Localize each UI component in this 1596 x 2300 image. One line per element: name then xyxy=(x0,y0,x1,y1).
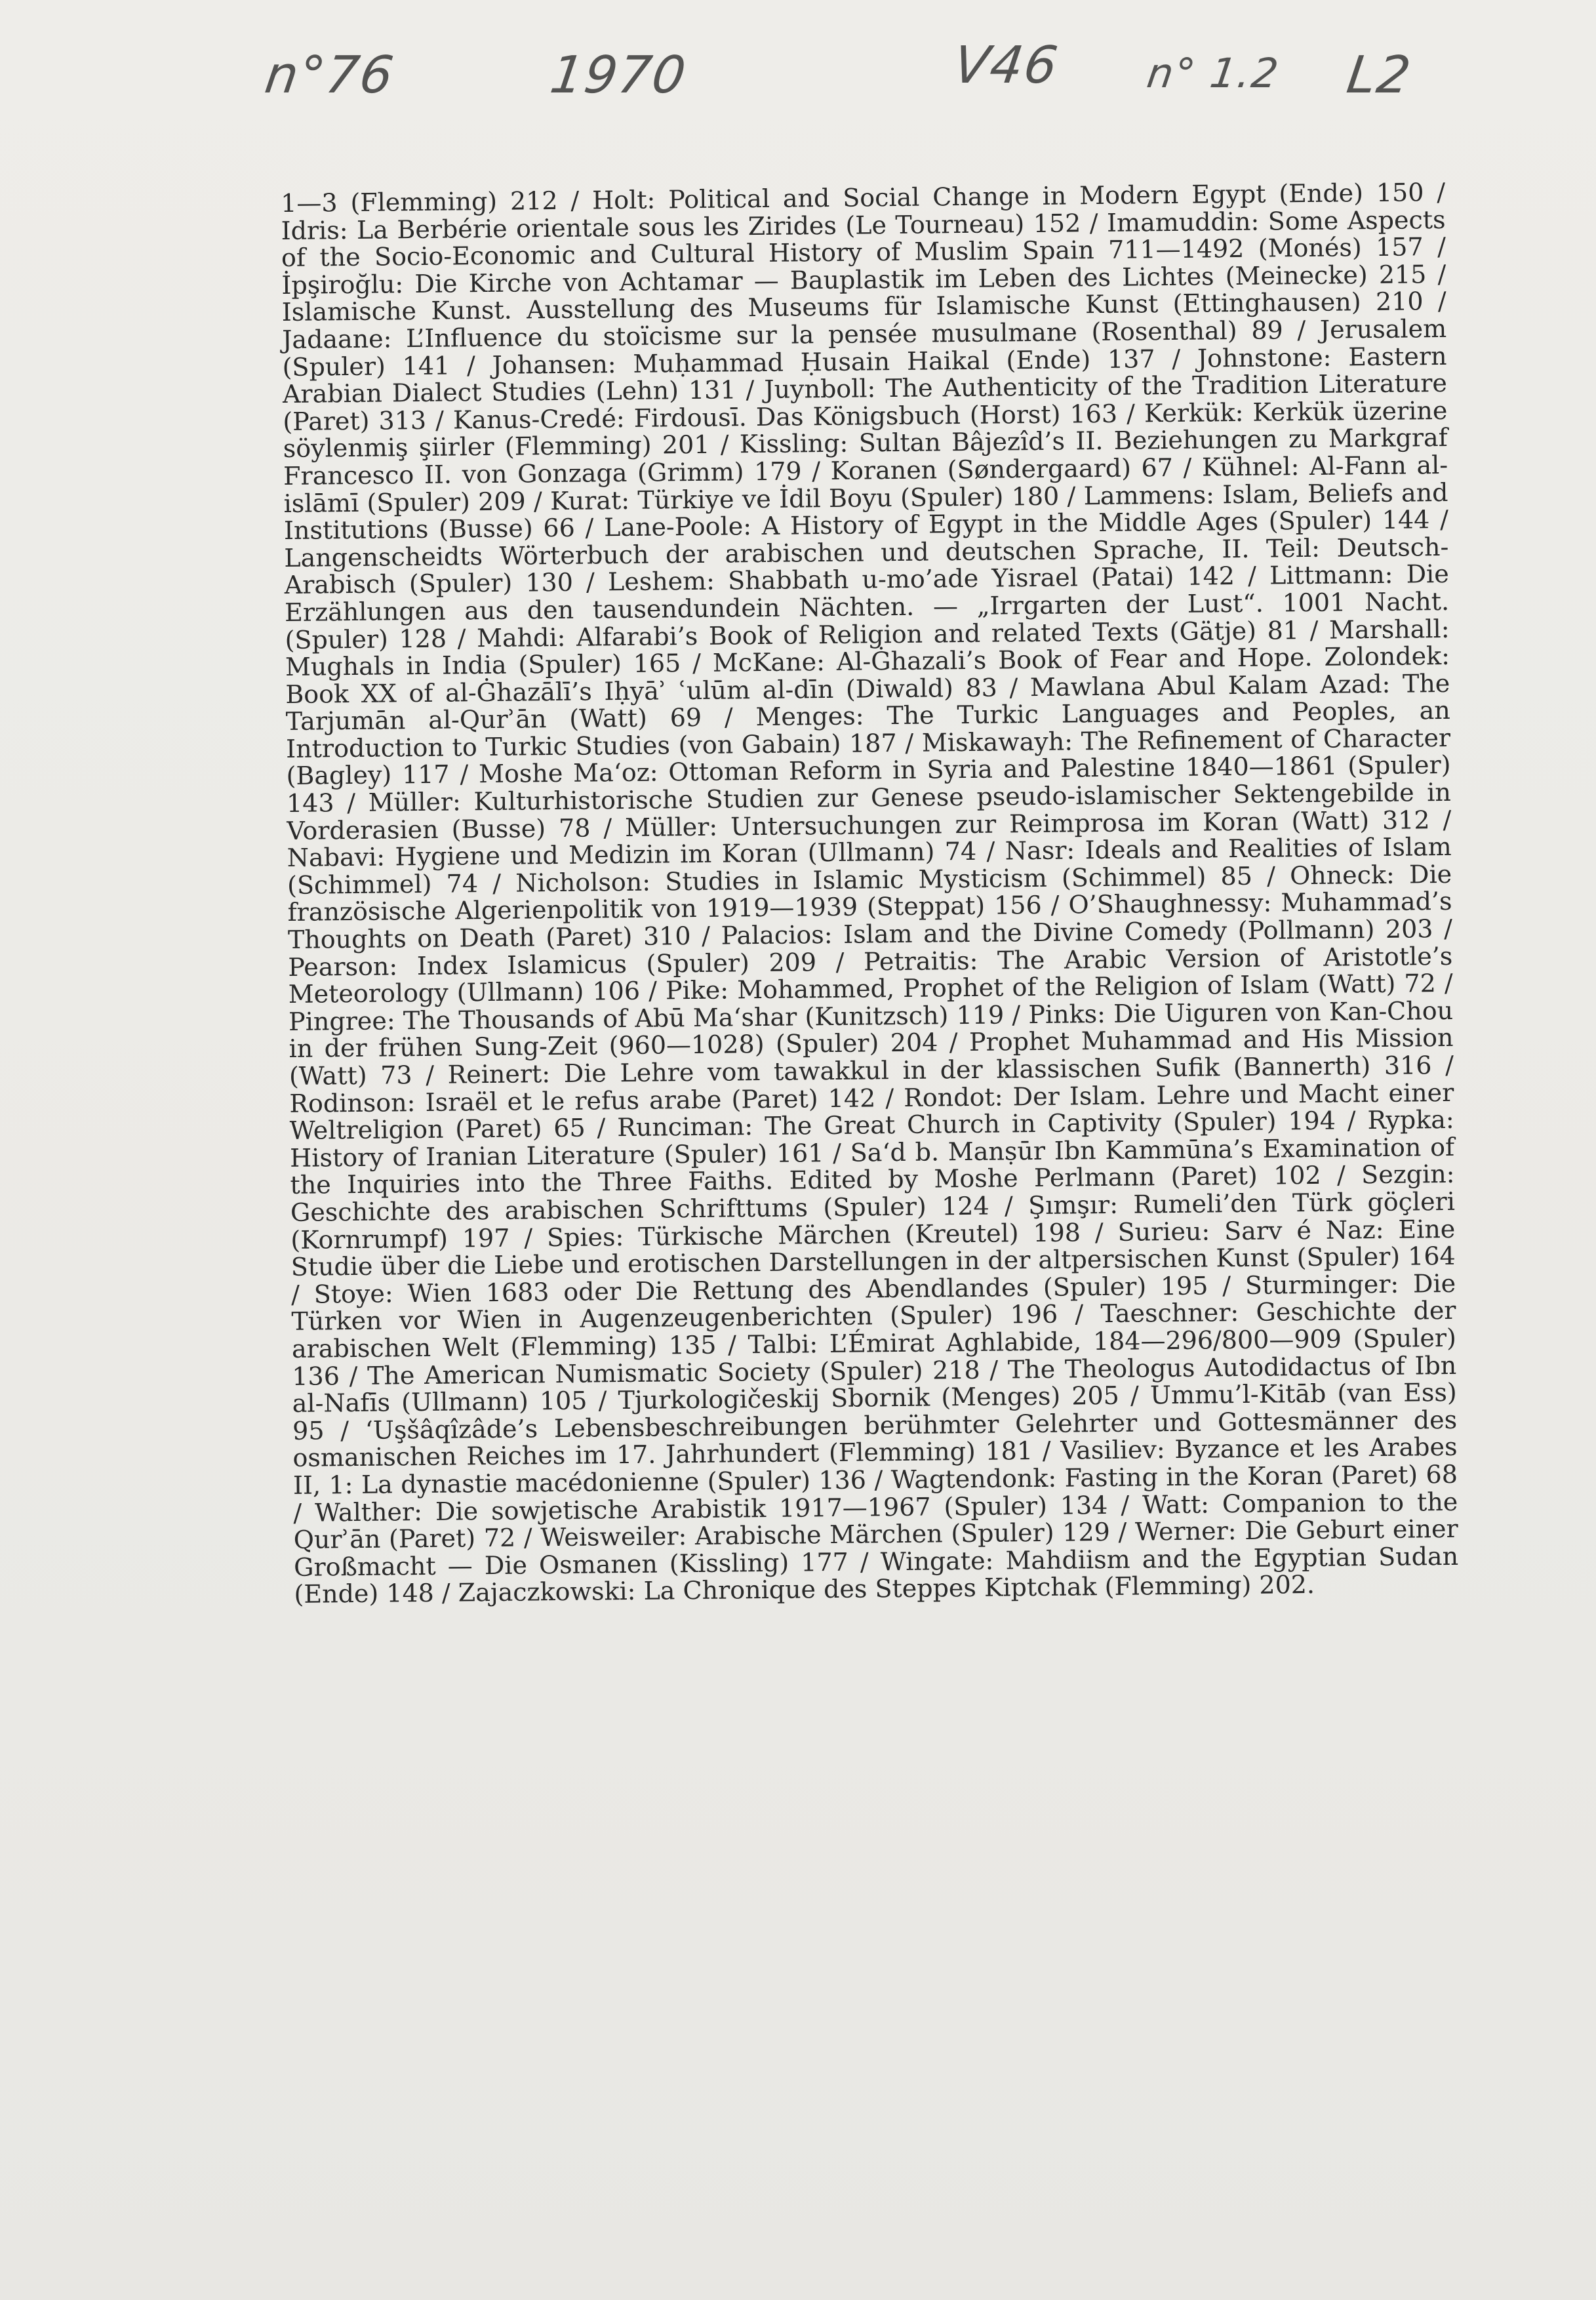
handwritten-mark-1: n°76 xyxy=(261,46,399,105)
handwritten-mark-5: L2 xyxy=(1343,46,1416,105)
index-paragraph: 1—3 (Flemming) 212 / Holt: Political and Social Change in Modern Egypt (Ende) 150 / Idris: La Berbérie orientale sous les Zirides (Le Tourneau) 152 / Imamuddin: Some Aspects of the Socio-Economic and Cultural History of Muslim Spain 711—1492 (Monés) 157 / İpşiroğlu: Die Kirche von Achtamar — Bauplastik im Leben des Lichtes (Meinecke) 215 / Islamische Kunst. Ausstellung des Museums für Islamische Kunst (Ettinghausen) 210 / Jadaane: L’Influence du stoïcisme sur la pensée musulmane (Rosenthal) 89 / Jerusalem (Spuler) 141 / Johansen: Muḥammad Ḥusain Haikal (Ende) 137 / Johnstone: Eastern Arabian Dialect Studies (Lehn) 131 / Juynboll: The Authenticity of the Tradition Literature (Paret) 313 / Kanus-Credé: Firdousī. Das Königsbuch (Horst) 163 / Kerkük: Kerkük üzerine söylenmiş şiirler (Flemming) 201 / Kissling: Sultan Bâjezîd’s II. Beziehungen zu Markgraf Francesco II. von Gonzaga (Grimm) 179 / Koranen (Søndergaard) 67 / Kühnel: Al-Fann al-islāmī (Spuler) 209 / Kurat: Türkiye ve İdil Boyu (Spuler) 180 / Lammens: Islam, Beliefs and Institutions (Busse) 66 / Lane-Poole: A History of Egypt in the Middle Ages (Spuler) 144 / Langenscheidts Wörterbuch der arabischen und deutschen Sprache, II. Teil: Deutsch-Arabisch (Spuler) 130 / Leshem: Shabbath u-mo’ade Yisrael (Patai) 142 / Littmann: Die Erzählungen aus den tausendundein Nächten. — „Irrgarten der Lust“. 1001 Nacht. (Spuler) 128 / Mahdi: Alfarabi’s Book of Religion and related Texts (Gätje) 81 / Marshall: Mughals in India (Spuler) 165 / McKane: Al-Ġhazali’s Book of Fear and Hope. Zolondek: Book XX of al-Ġhazālī’s Iḥyāʾ ʿulūm al-dīn (Diwald) 83 / Mawlana Abul Kalam Azad: The Tarjumān al-Qurʾān (Watt) 69 / Menges: The Turkic Languages and Peoples, an Introduction to Turkic Studies (von Gabain) 187 / Miskawayh: The Refinement of Character (Bagley) 117 / Moshe Ma‘oz: Ottoman Reform in Syria and Palestine 1840—1861 (Spuler) 143 / Müller: Kulturhistorische Studien zur Genese pseudo-islamischer Sektengebilde in Vorderasien (Busse) 78 / Müller: Untersuchungen zur Reimprosa im Koran (Watt) 312 / Nabavi: Hygiene und Medizin im Koran (Ullmann) 74 / Nasr: Ideals and Realities of Islam (Schimmel) 74 / Nicholson: Studies in Islamic Mysticism (Schimmel) 85 / Ohneck: Die französische Algerienpolitik von 1919—1939 (Steppat) 156 / O’Shaughnessy: Muhammad’s Thoughts on Death (Paret) 310 / Palacios: Islam and the Divine Comedy (Pollmann) 203 / Pearson: Index Islamicus (Spuler) 209 / Petraitis: The Arabic Version of Aristotle’s Meteorology (Ullmann) 106 / Pike: Mohammed, Prophet of the Religion of Islam (Watt) 72 / Pingree: The Thousands of Abū Ma‘shar (Kunitzsch) 119 / Pinks: Die Uiguren von Kan-Chou in der frühen Sung-Zeit (960—1028) (Spuler) 204 / Prophet Muhammad and His Mission (Watt) 73 / Reinert: Die Lehre vom tawakkul in der klassischen Sufik (Bannerth) 316 / Rodinson: Israël et le refus arabe (Paret) 142 / Rondot: Der Islam. Lehre und Macht einer Weltreligion (Paret) 65 / Runciman: The Great Church in Captivity (Spuler) 194 / Rypka: History of Iranian Literature (Spuler) 161 / Sa‘d b. Manṣūr Ibn Kammūna’s Examination of the Inquiries into the Three Faiths. Edited by Moshe Perlmann (Paret) 102 / Sezgin: Geschichte des arabischen Schrifttums (Spuler) 124 / Şımşır: Rumeli’den Türk göçleri (Kornrumpf) 197 / Spies: Türkische Märchen (Kreutel) 198 / Surieu: Sarv é Naz: Eine Studie über die Liebe und erotischen Darstellungen in der altpersischen Kunst (Spuler) 164 / Stoye: Wien 1683 oder Die Rettung des Abendlandes (Spuler) 195 / Sturminger: Die Türken vor Wien in Augenzeugenberichten (Spuler) 196 / Taeschner: Geschichte der arabischen Welt (Flemming) 135 / Talbi: L’Émirat Aghlabide, 184—296/800—909 (Spuler) 136 / The American Numismatic Society (Spuler) 218 / The Theologus Autodidactus of Ibn al-Nafīs (Ullmann) 105 / Tjurkologičeskij Sbornik (Menges) 205 / Ummu’l-Kitāb (van Ess) 95 / ‘Uşšâqîzâde’s Lebensbeschreibungen berühmter Gelehrter und Gottesmänner des osmanischen Reiches im 17. Jahrhundert (Flemming) 181 / Vasiliev: Byzance et les Arabes II, 1: La dynastie macédonienne (Spuler) 136 / Wagtendonk: Fasting in the Koran (Paret) 68 / Walther: Die sowjetische Arabistik 1917—1967 (Spuler) 134 / Watt: Companion to the Qurʾān (Paret) 72 / Weisweiler: Arabische Märchen (Spuler) 129 / Werner: Die Geburt einer Großmacht — Die Osmanen (Kissling) 177 / Wingate: Mahdiism and the Egyptian Sudan (Ende) 148 / Zajaczkowski: La Chronique des Steppes Kiptchak (Flemming) 202. xyxy=(280,177,1459,1609)
handwritten-mark-3: V46 xyxy=(949,36,1062,95)
handwritten-mark-2: 1970 xyxy=(546,46,690,105)
handwritten-mark-4: n° 1.2 xyxy=(1144,49,1283,97)
